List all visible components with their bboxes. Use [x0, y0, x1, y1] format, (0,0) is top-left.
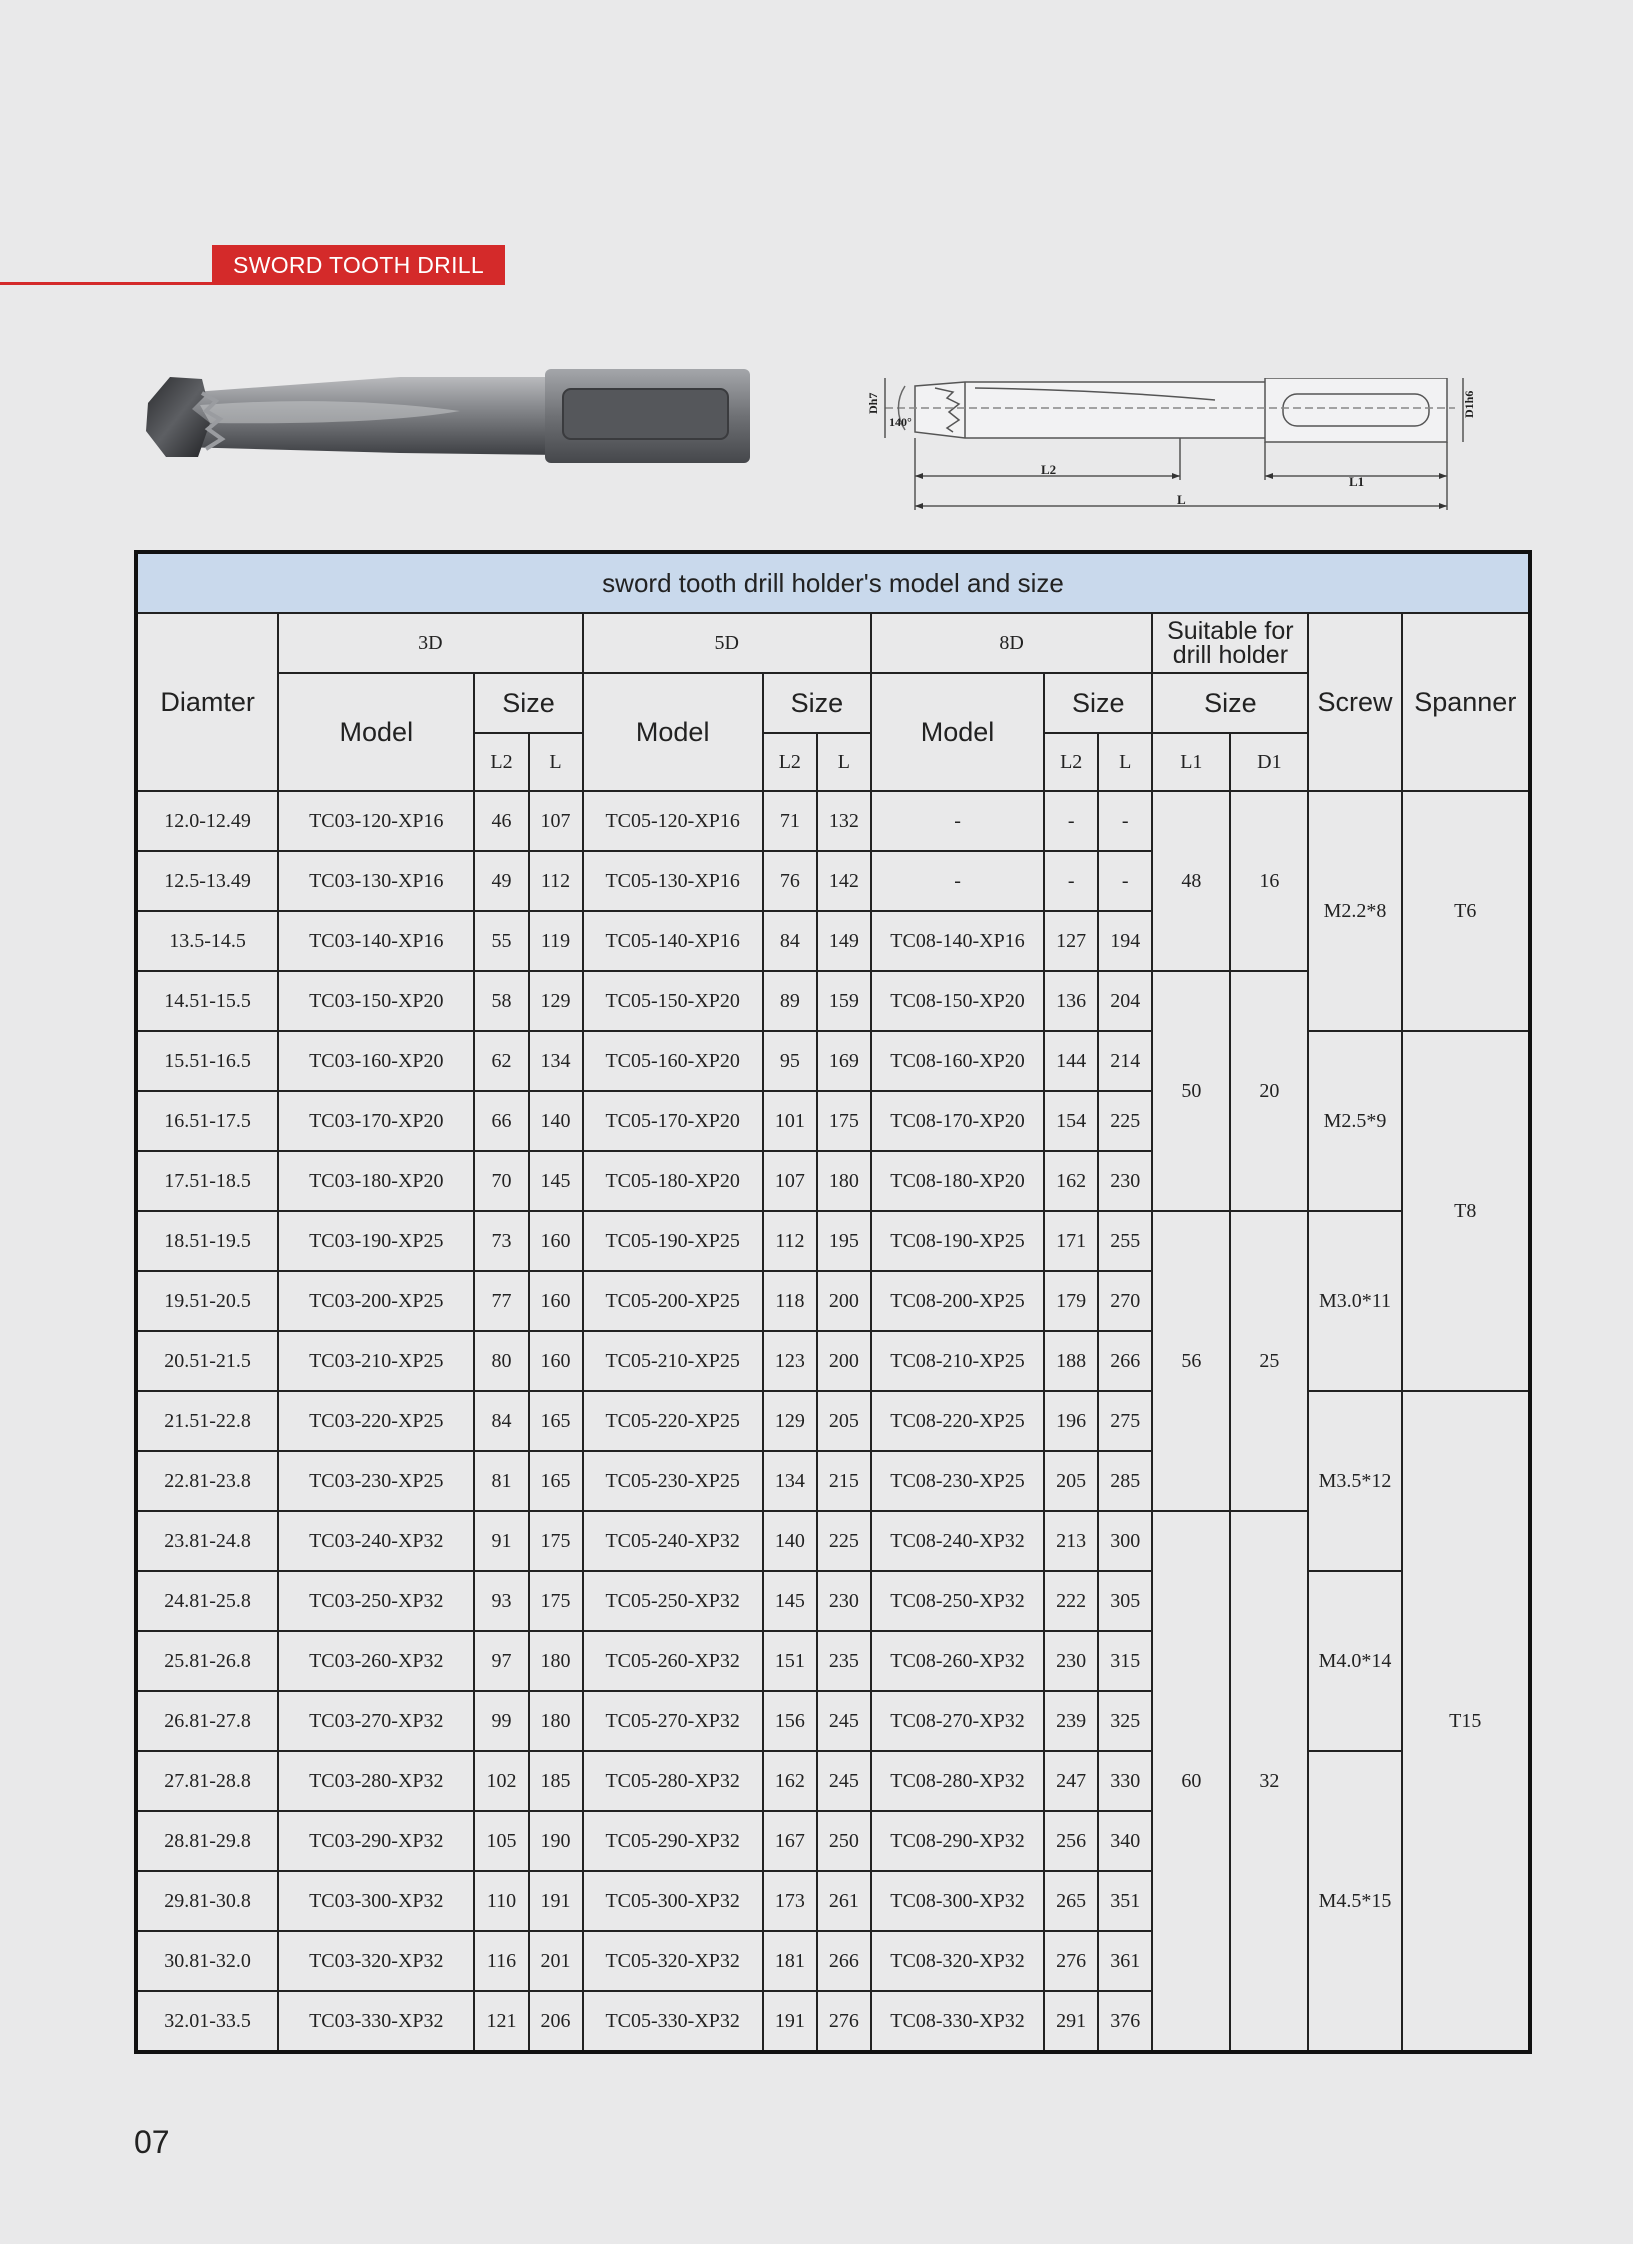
cell-dia: 13.5-14.5 [136, 911, 278, 971]
svg-text:L: L [1177, 492, 1186, 507]
cell-l2-5: 140 [763, 1511, 817, 1571]
cell-l2-5: 129 [763, 1391, 817, 1451]
cell-l-5: 225 [817, 1511, 871, 1571]
cell-l-5: 142 [817, 851, 871, 911]
cell-l2-5: 101 [763, 1091, 817, 1151]
cell-l2-5: 107 [763, 1151, 817, 1211]
cell-l-3: 175 [529, 1571, 583, 1631]
cell-m3: TC03-250-XP32 [278, 1571, 474, 1631]
cell-l2-8: 239 [1044, 1691, 1098, 1751]
holder-d1-cell: 25 [1230, 1211, 1308, 1511]
cell-dia: 15.51-16.5 [136, 1031, 278, 1091]
cell-l2-5: 112 [763, 1211, 817, 1271]
cell-m8: TC08-260-XP32 [871, 1631, 1044, 1691]
cell-l2-3: 55 [474, 911, 528, 971]
cell-l2-3: 84 [474, 1391, 528, 1451]
cell-m8: TC08-320-XP32 [871, 1931, 1044, 1991]
page-number: 07 [134, 2124, 170, 2160]
cell-l-5: 250 [817, 1811, 871, 1871]
cell-m8: TC08-240-XP32 [871, 1511, 1044, 1571]
cell-l-5: 245 [817, 1691, 871, 1751]
cell-l2-8: 144 [1044, 1031, 1098, 1091]
holder-l1-cell: 50 [1152, 971, 1230, 1211]
cell-l-5: 200 [817, 1271, 871, 1331]
screw-cell: M2.5*9 [1308, 1031, 1401, 1211]
cell-l-5: 195 [817, 1211, 871, 1271]
cell-l-3: 107 [529, 791, 583, 851]
cell-m5: TC05-250-XP32 [583, 1571, 763, 1631]
cell-m8: TC08-250-XP32 [871, 1571, 1044, 1631]
cell-l-3: 160 [529, 1271, 583, 1331]
cell-dia: 12.0-12.49 [136, 791, 278, 851]
cell-l2-8: 213 [1044, 1511, 1098, 1571]
cell-l-3: 191 [529, 1871, 583, 1931]
cell-m3: TC03-270-XP32 [278, 1691, 474, 1751]
group-8d-header: 8D [871, 613, 1152, 673]
spanner-cell: T8 [1402, 1031, 1530, 1391]
cell-l2-8: 247 [1044, 1751, 1098, 1811]
cell-m5: TC05-220-XP25 [583, 1391, 763, 1451]
cell-dia: 28.81-29.8 [136, 1811, 278, 1871]
svg-text:Dh7: Dh7 [866, 392, 880, 414]
spanner-cell: T6 [1402, 791, 1530, 1031]
l1-header: L1 [1152, 733, 1230, 791]
cell-l-3: 185 [529, 1751, 583, 1811]
l-3d-header: L [529, 733, 583, 791]
cell-dia: 25.81-26.8 [136, 1631, 278, 1691]
cell-l2-8: 171 [1044, 1211, 1098, 1271]
cell-m3: TC03-220-XP25 [278, 1391, 474, 1451]
cell-dia: 12.5-13.49 [136, 851, 278, 911]
cell-l2-8: 265 [1044, 1871, 1098, 1931]
cell-dia: 22.81-23.8 [136, 1451, 278, 1511]
cell-m8: TC08-280-XP32 [871, 1751, 1044, 1811]
section-tag: SWORD TOOTH DRILL [212, 245, 505, 285]
screw-cell: M4.0*14 [1308, 1571, 1401, 1751]
cell-m3: TC03-260-XP32 [278, 1631, 474, 1691]
l2-8d-header: L2 [1044, 733, 1098, 791]
cell-m3: TC03-240-XP32 [278, 1511, 474, 1571]
cell-l-8: - [1098, 851, 1152, 911]
cell-l-5: 132 [817, 791, 871, 851]
cell-m8: TC08-210-XP25 [871, 1331, 1044, 1391]
cell-l2-3: 58 [474, 971, 528, 1031]
cell-l2-8: - [1044, 851, 1098, 911]
cell-m3: TC03-150-XP20 [278, 971, 474, 1031]
cell-l2-8: 230 [1044, 1631, 1098, 1691]
cell-l2-5: 173 [763, 1871, 817, 1931]
cell-l-8: 361 [1098, 1931, 1152, 1991]
cell-l-5: 200 [817, 1331, 871, 1391]
holder-d1-cell: 32 [1230, 1511, 1308, 2052]
cell-dia: 23.81-24.8 [136, 1511, 278, 1571]
cell-l2-3: 116 [474, 1931, 528, 1991]
cell-l-3: 180 [529, 1631, 583, 1691]
cell-l2-5: 145 [763, 1571, 817, 1631]
cell-l2-3: 121 [474, 1991, 528, 2052]
cell-l2-8: 196 [1044, 1391, 1098, 1451]
cell-l-5: 261 [817, 1871, 871, 1931]
cell-l2-5: 76 [763, 851, 817, 911]
cell-m3: TC03-330-XP32 [278, 1991, 474, 2052]
cell-dia: 21.51-22.8 [136, 1391, 278, 1451]
cell-l-3: 165 [529, 1451, 583, 1511]
cell-l2-8: 154 [1044, 1091, 1098, 1151]
cell-l-8: 300 [1098, 1511, 1152, 1571]
cell-dia: 17.51-18.5 [136, 1151, 278, 1211]
cell-l-3: 119 [529, 911, 583, 971]
cell-l-3: 134 [529, 1031, 583, 1091]
cell-l2-8: 162 [1044, 1151, 1098, 1211]
table-title: sword tooth drill holder's model and size [136, 552, 1530, 613]
cell-m8: TC08-220-XP25 [871, 1391, 1044, 1451]
cell-dia: 19.51-20.5 [136, 1271, 278, 1331]
cell-l-8: 275 [1098, 1391, 1152, 1451]
cell-m8: TC08-200-XP25 [871, 1271, 1044, 1331]
cell-dia: 24.81-25.8 [136, 1571, 278, 1631]
cell-l-5: 180 [817, 1151, 871, 1211]
cell-dia: 16.51-17.5 [136, 1091, 278, 1151]
cell-m5: TC05-140-XP16 [583, 911, 763, 971]
cell-m5: TC05-270-XP32 [583, 1691, 763, 1751]
screw-cell: M3.0*11 [1308, 1211, 1401, 1391]
cell-l-8: 351 [1098, 1871, 1152, 1931]
cell-m8: - [871, 851, 1044, 911]
cell-l2-5: 134 [763, 1451, 817, 1511]
cell-l-8: 376 [1098, 1991, 1152, 2052]
cell-m5: TC05-260-XP32 [583, 1631, 763, 1691]
cell-m8: - [871, 791, 1044, 851]
size-5d-header: Size [763, 673, 871, 733]
cell-m5: TC05-240-XP32 [583, 1511, 763, 1571]
cell-l2-8: 291 [1044, 1991, 1098, 2052]
cell-m8: TC08-190-XP25 [871, 1211, 1044, 1271]
cell-m8: TC08-230-XP25 [871, 1451, 1044, 1511]
cell-m5: TC05-170-XP20 [583, 1091, 763, 1151]
l2-5d-header: L2 [763, 733, 817, 791]
cell-l2-3: 99 [474, 1691, 528, 1751]
table-row [136, 1571, 1530, 1631]
cell-l2-8: 136 [1044, 971, 1098, 1031]
cell-m3: TC03-170-XP20 [278, 1091, 474, 1151]
cell-dia: 20.51-21.5 [136, 1331, 278, 1391]
cell-l-5: 159 [817, 971, 871, 1031]
cell-m5: TC05-180-XP20 [583, 1151, 763, 1211]
cell-m3: TC03-320-XP32 [278, 1931, 474, 1991]
cell-l-8: 255 [1098, 1211, 1152, 1271]
cell-l-8: 305 [1098, 1571, 1152, 1631]
model-5d-header: Model [583, 673, 763, 791]
table-row [136, 1391, 1530, 1451]
holder-d1-cell: 20 [1230, 971, 1308, 1211]
cell-m5: TC05-290-XP32 [583, 1811, 763, 1871]
cell-l2-8: 256 [1044, 1811, 1098, 1871]
cell-l2-5: 162 [763, 1751, 817, 1811]
cell-l-3: 140 [529, 1091, 583, 1151]
cell-m3: TC03-130-XP16 [278, 851, 474, 911]
cell-l2-8: 188 [1044, 1331, 1098, 1391]
cell-l-3: 201 [529, 1931, 583, 1991]
cell-m5: TC05-190-XP25 [583, 1211, 763, 1271]
screw-cell: M2.2*8 [1308, 791, 1401, 1031]
cell-l2-3: 73 [474, 1211, 528, 1271]
table-body [136, 791, 1530, 2052]
cell-l-5: 205 [817, 1391, 871, 1451]
cell-l2-8: 205 [1044, 1451, 1098, 1511]
cell-l2-5: 84 [763, 911, 817, 971]
cell-m5: TC05-230-XP25 [583, 1451, 763, 1511]
cell-l-8: 340 [1098, 1811, 1152, 1871]
cell-l2-8: 276 [1044, 1931, 1098, 1991]
table-row [136, 1031, 1530, 1091]
group-5d-header: 5D [583, 613, 871, 673]
cell-l-3: 129 [529, 971, 583, 1031]
cell-m3: TC03-180-XP20 [278, 1151, 474, 1211]
cell-l-5: 266 [817, 1931, 871, 1991]
svg-text:L2: L2 [1041, 462, 1057, 477]
suitable-holder-header: Suitable for drill holder [1152, 613, 1308, 673]
table-row [136, 791, 1530, 851]
cell-l2-5: 123 [763, 1331, 817, 1391]
cell-l2-3: 105 [474, 1811, 528, 1871]
drill-holder-table [134, 550, 1532, 2054]
cell-l2-3: 66 [474, 1091, 528, 1151]
cell-l-8: 330 [1098, 1751, 1152, 1811]
d1-header: D1 [1230, 733, 1308, 791]
table-row [136, 1211, 1530, 1271]
cell-l2-8: 222 [1044, 1571, 1098, 1631]
cell-l2-3: 97 [474, 1631, 528, 1691]
section-tag-rule [0, 282, 214, 285]
cell-l2-5: 95 [763, 1031, 817, 1091]
model-8d-header: Model [871, 673, 1044, 791]
cell-dia: 32.01-33.5 [136, 1991, 278, 2052]
screw-cell: M4.5*15 [1308, 1751, 1401, 2052]
cell-l2-3: 77 [474, 1271, 528, 1331]
cell-l-5: 230 [817, 1571, 871, 1631]
cell-l2-5: 181 [763, 1931, 817, 1991]
cell-dia: 26.81-27.8 [136, 1691, 278, 1751]
cell-l2-3: 70 [474, 1151, 528, 1211]
svg-text:D1h6: D1h6 [1462, 390, 1476, 418]
cell-l-5: 149 [817, 911, 871, 971]
l2-3d-header: L2 [474, 733, 528, 791]
cell-l2-5: 151 [763, 1631, 817, 1691]
cell-l-3: 206 [529, 1991, 583, 2052]
cell-m8: TC08-150-XP20 [871, 971, 1044, 1031]
cell-m8: TC08-160-XP20 [871, 1031, 1044, 1091]
cell-l-3: 112 [529, 851, 583, 911]
cell-l-5: 245 [817, 1751, 871, 1811]
holder-l1-cell: 56 [1152, 1211, 1230, 1511]
size-8d-header: Size [1044, 673, 1152, 733]
table-row [136, 1751, 1530, 1811]
svg-text:140°: 140° [889, 415, 912, 429]
spanner-cell: T15 [1402, 1391, 1530, 2052]
cell-m5: TC05-300-XP32 [583, 1871, 763, 1931]
cell-m3: TC03-210-XP25 [278, 1331, 474, 1391]
cell-m3: TC03-190-XP25 [278, 1211, 474, 1271]
l-5d-header: L [817, 733, 871, 791]
cell-m8: TC08-140-XP16 [871, 911, 1044, 971]
cell-m5: TC05-150-XP20 [583, 971, 763, 1031]
cell-m5: TC05-280-XP32 [583, 1751, 763, 1811]
cell-l-8: 204 [1098, 971, 1152, 1031]
cell-l2-3: 46 [474, 791, 528, 851]
cell-l2-5: 71 [763, 791, 817, 851]
holder-l1-cell: 60 [1152, 1511, 1230, 2052]
size-3d-header: Size [474, 673, 582, 733]
cell-m8: TC08-270-XP32 [871, 1691, 1044, 1751]
cell-l-8: 315 [1098, 1631, 1152, 1691]
cell-m8: TC08-300-XP32 [871, 1871, 1044, 1931]
cell-m5: TC05-160-XP20 [583, 1031, 763, 1091]
cell-m5: TC05-320-XP32 [583, 1931, 763, 1991]
cell-l-5: 169 [817, 1031, 871, 1091]
cell-m3: TC03-200-XP25 [278, 1271, 474, 1331]
cell-l-8: 230 [1098, 1151, 1152, 1211]
screw-header: Screw [1308, 613, 1401, 791]
cell-l2-3: 93 [474, 1571, 528, 1631]
diameter-header: Diamter [136, 613, 278, 791]
cell-l2-8: 179 [1044, 1271, 1098, 1331]
cell-l2-3: 81 [474, 1451, 528, 1511]
cell-dia: 30.81-32.0 [136, 1931, 278, 1991]
cell-l2-5: 156 [763, 1691, 817, 1751]
cell-m3: TC03-140-XP16 [278, 911, 474, 971]
cell-l-8: 325 [1098, 1691, 1152, 1751]
cell-l-5: 215 [817, 1451, 871, 1511]
cell-l2-3: 91 [474, 1511, 528, 1571]
cell-dia: 27.81-28.8 [136, 1751, 278, 1811]
cell-l-3: 165 [529, 1391, 583, 1451]
cell-l2-8: - [1044, 791, 1098, 851]
cell-m8: TC08-180-XP20 [871, 1151, 1044, 1211]
cell-l2-3: 80 [474, 1331, 528, 1391]
svg-text:L1: L1 [1349, 474, 1365, 489]
cell-l-3: 175 [529, 1511, 583, 1571]
screw-cell: M3.5*12 [1308, 1391, 1401, 1571]
group-3d-header: 3D [278, 613, 582, 673]
cell-l-5: 235 [817, 1631, 871, 1691]
cell-l2-5: 89 [763, 971, 817, 1031]
cell-l2-5: 167 [763, 1811, 817, 1871]
l-8d-header: L [1098, 733, 1152, 791]
cell-l-8: 266 [1098, 1331, 1152, 1391]
cell-l2-3: 62 [474, 1031, 528, 1091]
cell-dia: 14.51-15.5 [136, 971, 278, 1031]
cell-l2-8: 127 [1044, 911, 1098, 971]
cell-l2-3: 110 [474, 1871, 528, 1931]
cell-l-8: 214 [1098, 1031, 1152, 1091]
spanner-header: Spanner [1402, 613, 1530, 791]
holder-d1-cell: 16 [1230, 791, 1308, 971]
cell-m8: TC08-170-XP20 [871, 1091, 1044, 1151]
cell-l2-5: 118 [763, 1271, 817, 1331]
drill-photo-illustration [140, 365, 780, 475]
cell-dia: 29.81-30.8 [136, 1871, 278, 1931]
drill-dimension-diagram [855, 378, 1495, 523]
cell-m5: TC05-210-XP25 [583, 1331, 763, 1391]
cell-m5: TC05-330-XP32 [583, 1991, 763, 2052]
cell-l-8: 285 [1098, 1451, 1152, 1511]
cell-l-3: 160 [529, 1331, 583, 1391]
cell-m3: TC03-290-XP32 [278, 1811, 474, 1871]
holder-l1-cell: 48 [1152, 791, 1230, 971]
cell-m5: TC05-120-XP16 [583, 791, 763, 851]
cell-l-8: 225 [1098, 1091, 1152, 1151]
cell-m8: TC08-330-XP32 [871, 1991, 1044, 2052]
cell-l-8: 270 [1098, 1271, 1152, 1331]
cell-m3: TC03-160-XP20 [278, 1031, 474, 1091]
cell-l2-3: 49 [474, 851, 528, 911]
cell-l-3: 190 [529, 1811, 583, 1871]
cell-l-3: 160 [529, 1211, 583, 1271]
size-holder-header: Size [1152, 673, 1308, 733]
cell-m8: TC08-290-XP32 [871, 1811, 1044, 1871]
cell-m3: TC03-120-XP16 [278, 791, 474, 851]
cell-l2-3: 102 [474, 1751, 528, 1811]
cell-m3: TC03-280-XP32 [278, 1751, 474, 1811]
cell-l-8: 194 [1098, 911, 1152, 971]
cell-m5: TC05-200-XP25 [583, 1271, 763, 1331]
cell-l-3: 145 [529, 1151, 583, 1211]
cell-l-5: 175 [817, 1091, 871, 1151]
cell-m3: TC03-230-XP25 [278, 1451, 474, 1511]
cell-dia: 18.51-19.5 [136, 1211, 278, 1271]
cell-m3: TC03-300-XP32 [278, 1871, 474, 1931]
cell-l-3: 180 [529, 1691, 583, 1751]
cell-m5: TC05-130-XP16 [583, 851, 763, 911]
cell-l-5: 276 [817, 1991, 871, 2052]
cell-l-8: - [1098, 791, 1152, 851]
cell-l2-5: 191 [763, 1991, 817, 2052]
model-3d-header: Model [278, 673, 474, 791]
